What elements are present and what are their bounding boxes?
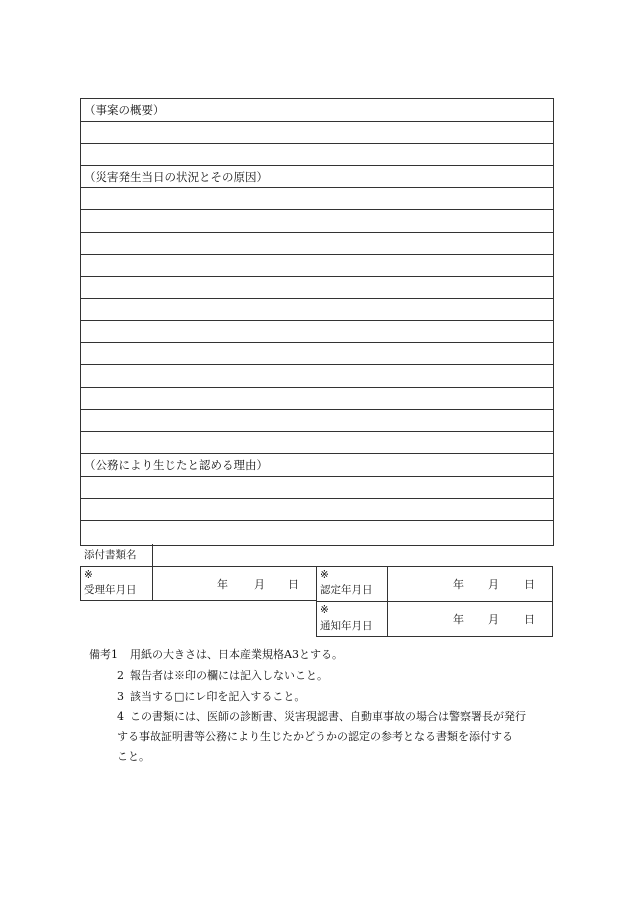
attachments-field[interactable] (153, 545, 552, 566)
approval-day-unit: 日 (524, 578, 535, 591)
notice-year-unit: 年 (453, 613, 464, 626)
approval-date-field[interactable] (388, 576, 551, 592)
notice-date-field[interactable] (388, 611, 551, 627)
notice-date-label: 通知年月日 (320, 620, 373, 632)
notice-day-unit: 日 (524, 613, 535, 626)
receipt-day-unit: 日 (288, 578, 299, 591)
receipt-month-unit: 月 (254, 578, 265, 591)
section-reason-heading: （公務により生じたと認める理由） (84, 458, 268, 472)
note-4-line-2: する事故証明書等公務により生じたかどうかの認定の参考となる書類を添付する (117, 730, 513, 743)
note-2: 報告者は※印の欄には記入しないこと。 (130, 669, 328, 682)
approval-year-unit: 年 (453, 578, 464, 591)
section-circumstances-heading: （災害発生当日の状況とその原因） (84, 170, 268, 184)
approval-mark: ※ (320, 569, 329, 581)
note-4-line-3: こと。 (117, 750, 150, 763)
receipt-year-unit: 年 (217, 578, 228, 591)
receipt-date-label: 受理年月日 (84, 584, 137, 596)
attachments-label: 添付書類名 (84, 549, 137, 561)
note-4-line-1: この書類には、医師の診断書、災害現認書、自動車事故の場合は警察署長が発行 (130, 710, 526, 723)
receipt-mark: ※ (84, 569, 93, 581)
receipt-date-field[interactable] (153, 576, 315, 592)
section-overview-heading: （事案の概要） (84, 103, 165, 117)
note-4-number: 4 (117, 710, 124, 723)
note-3-number: 3 (117, 690, 124, 703)
notes-title: 備考1 (89, 648, 118, 661)
approval-month-unit: 月 (488, 578, 499, 591)
note-3: 該当する□にレ印を記入すること。 (130, 690, 306, 703)
notice-month-unit: 月 (488, 613, 499, 626)
notice-mark: ※ (320, 604, 329, 616)
note-1: 用紙の大きさは、日本産業規格A3とする。 (130, 648, 343, 661)
note-2-number: 2 (117, 669, 124, 682)
approval-date-label: 認定年月日 (320, 584, 373, 596)
